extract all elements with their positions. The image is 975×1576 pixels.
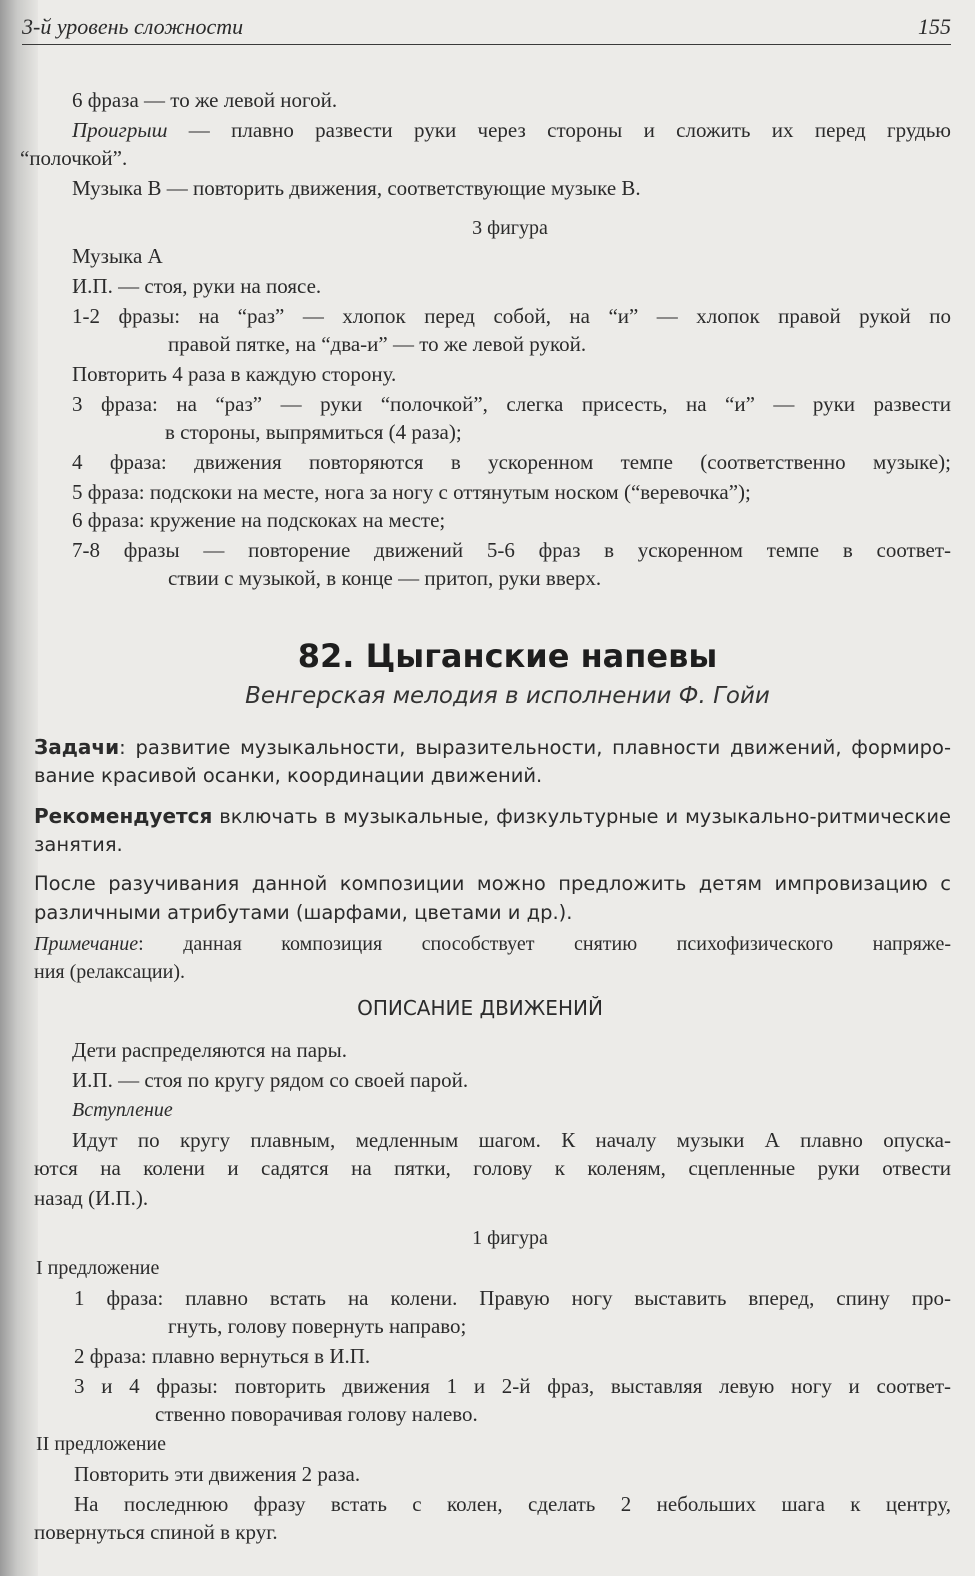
text-span: — плавно развести руки через стороны и сложить их перед грудью (167, 118, 951, 142)
text-line: 7-8 фразы — повторение движений 5-6 фраз в ускоренном темпе в соответ- (72, 538, 951, 562)
text-line: Музыка А (72, 244, 163, 268)
text-line: вание красивой осанки, координации движений. (34, 764, 543, 787)
text-line: 2 фраза: плавно вернуться в И.П. (74, 1344, 371, 1368)
text-line: 3 фраза: на “раз” — руки “полочкой”, слегка присесть, на “и” — руки развести (72, 392, 951, 416)
text-line: 6 фраза — то же левой ногой. (72, 88, 338, 112)
text-line (72, 120, 951, 141)
text-line: назад (И.П.). (34, 1186, 149, 1210)
term-label: Проигрыш (72, 118, 168, 142)
running-header (22, 14, 951, 45)
page-number: 155 (918, 14, 951, 39)
figure-heading: 1 фигура (472, 1227, 548, 1249)
text-line: Дети распределяются на пары. (72, 1038, 347, 1062)
text-span: включать в музыкальные, физкультурные и музыкально-ритмические (212, 805, 951, 828)
text-line: 1-2 фразы: на “раз” — хлопок перед собой, на “и” — хлопок правой рукой по (72, 304, 951, 328)
text-line: 1 фраза: плавно встать на колени. Правую ногу выставить вперед, спину про- (74, 1286, 951, 1310)
text-line: 5 фраза: подскоки на месте, нога за ногу с оттянутым носком (“веревочка”); (72, 480, 751, 504)
term-label: Задачи (34, 735, 120, 759)
text-line: Музыка В — повторить движения, соответствующие музыке В. (72, 176, 641, 200)
text-line: И.П. — стоя, руки на поясе. (72, 274, 322, 298)
text-line: На последнюю фразу встать с колен, сделать 2 небольших шага к центру, (74, 1492, 951, 1516)
figure-heading: 3 фигура (472, 217, 548, 239)
text-line: ются на колени и садятся на пятки, голову к коленям, сцепленные руки отвести (34, 1156, 951, 1180)
intro-label: Вступление (72, 1099, 173, 1121)
text-line: 6 фраза: кружение на подскоках на месте; (72, 508, 446, 532)
text-line: в стороны, выпрямиться (4 раза); (165, 420, 462, 444)
section-subtitle: Венгерская мелодия в исполнении Ф. Гойи (245, 683, 770, 709)
text-line: гнуть, голову повернуть направо; (168, 1314, 467, 1338)
running-title: 3-й уровень сложности (22, 14, 244, 39)
text-line: правой пятке, на “два-и” — то же левой рукой. (168, 332, 587, 356)
sentence-label: II предложение (36, 1433, 167, 1455)
text-line: После разучивания данной композиции можно предложить детям импровизацию с (34, 872, 951, 895)
sentence-label: I предложение (36, 1257, 160, 1279)
text-line: Повторить эти движения 2 раза. (74, 1462, 361, 1486)
text-span: : данная композиция способствует снятию психофизического напряже- (138, 933, 951, 955)
text-line: 4 фраза: движения повторяются в ускоренном темпе (соответственно музыке); (72, 450, 951, 474)
text-line: различными атрибутами (шарфами, цветами и др.). (34, 901, 573, 924)
text-line: Повторить 4 раза в каждую сторону. (72, 362, 397, 386)
term-label: Примечание (34, 933, 139, 955)
text-line: ственно поворачивая голову налево. (155, 1402, 478, 1426)
text-line: Идут по кругу плавным, медленным шагом. К началу музыки А плавно опуска- (72, 1128, 951, 1152)
text-line: “полочкой”. (20, 146, 128, 170)
description-heading: ОПИСАНИЕ ДВИЖЕНИЙ (357, 996, 603, 1020)
text-line: повернуться спиной в круг. (34, 1520, 278, 1544)
text-line: ствии с музыкой, в конце — притоп, руки вверх. (168, 566, 602, 590)
text-line (34, 806, 951, 827)
text-line (34, 934, 951, 954)
text-line: И.П. — стоя по кругу рядом со своей парой. (72, 1068, 469, 1092)
text-line: ния (релаксации). (34, 961, 185, 983)
section-title: 82. Цыганские напевы (297, 637, 718, 675)
term-label: Рекомендуется (34, 804, 213, 828)
text-line: 3 и 4 фразы: повторить движения 1 и 2-й фраз, выставляя левую ногу и соответ- (74, 1374, 951, 1398)
text-line (34, 737, 951, 758)
text-line: занятия. (34, 833, 123, 856)
text-span: : развитие музыкальности, выразительности, плавности движений, формиро- (119, 736, 951, 759)
